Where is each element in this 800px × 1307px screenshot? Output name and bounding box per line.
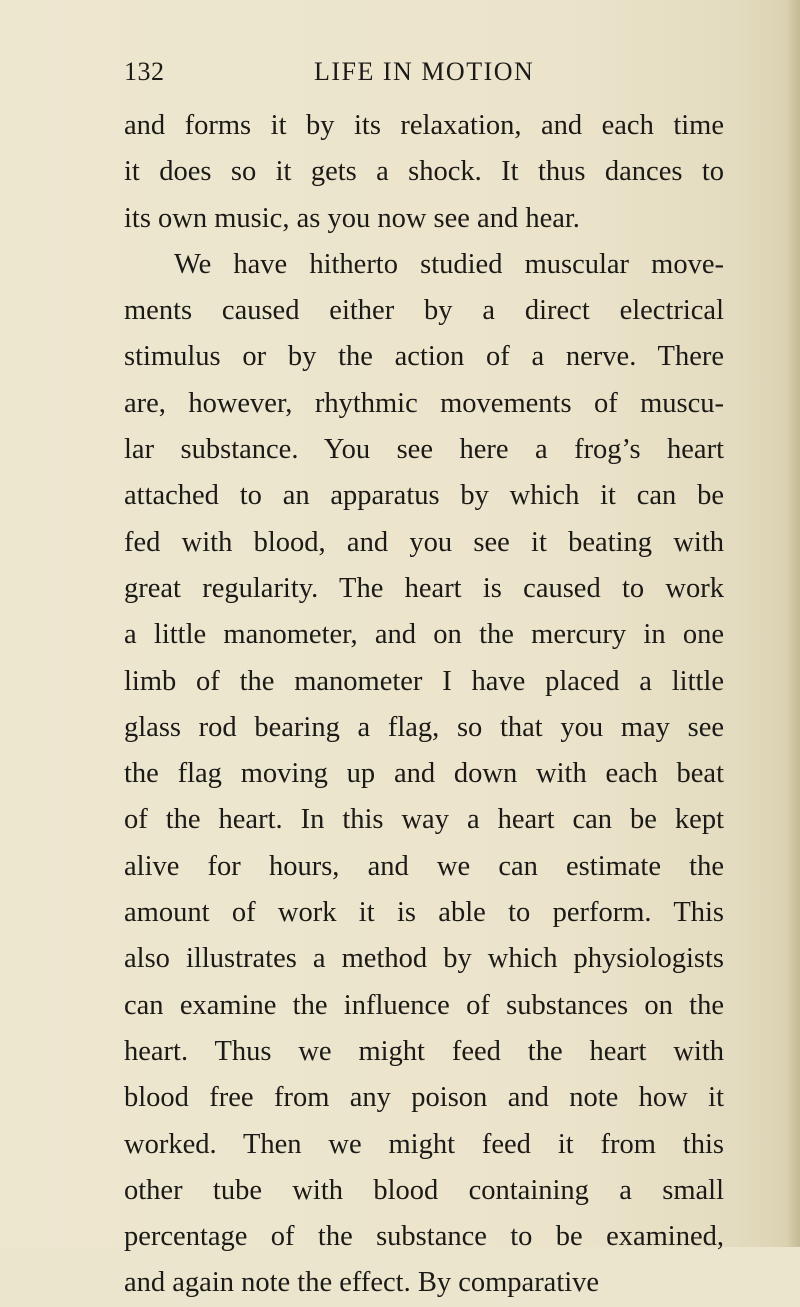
- text-line: other tube with blood containing a small: [124, 1174, 724, 1206]
- text-line: can examine the influence of substances on the: [124, 989, 724, 1021]
- text-line: and again note the effect. By comparative: [124, 1267, 600, 1299]
- text-line: worked. Then we might feed it from this: [124, 1128, 724, 1160]
- text-line: We have hitherto studied muscular move-: [174, 248, 724, 280]
- text-line: ments caused either by a direct electrical: [124, 295, 724, 327]
- text-line: lar substance. You see here a frog’s heart: [124, 434, 724, 466]
- text-line: blood free from any poison and note how it: [124, 1082, 724, 1114]
- page-number: 132: [124, 57, 165, 86]
- text-line: attached to an apparatus by which it can be: [124, 480, 724, 512]
- text-line: fed with blood, and you see it beating with: [124, 526, 724, 558]
- text-line: of the heart. In this way a heart can be kept: [124, 804, 724, 836]
- text-line: stimulus or by the action of a nerve. There: [124, 341, 724, 373]
- text-line: are, however, rhythmic movements of muscu-: [124, 387, 724, 419]
- running-head: LIFE IN MOTION: [314, 57, 535, 86]
- page-header: [124, 52, 724, 92]
- text-line: percentage of the substance to be examined,: [124, 1221, 724, 1253]
- text-line: alive for hours, and we can estimate the: [124, 850, 724, 882]
- page-edge-shadow: [786, 0, 800, 1247]
- text-line: its own music, as you now see and hear.: [124, 202, 580, 234]
- text-line: the flag moving up and down with each beat: [124, 758, 724, 790]
- text-line: and forms it by its relaxation, and each time: [124, 110, 724, 141]
- text-line: glass rod bearing a flag, so that you may see: [124, 711, 724, 743]
- text-line: a little manometer, and on the mercury in one: [124, 619, 724, 651]
- text-line: great regularity. The heart is caused to work: [124, 572, 724, 604]
- text-line: also illustrates a method by which physiologists: [124, 943, 724, 975]
- text-line: it does so it gets a shock. It thus dances to: [124, 156, 724, 188]
- text-line: limb of the manometer I have placed a little: [124, 665, 724, 697]
- body-text: [124, 103, 724, 1307]
- text-line: amount of work it is able to perform. This: [124, 897, 724, 929]
- text-line: heart. Thus we might feed the heart with: [124, 1035, 724, 1067]
